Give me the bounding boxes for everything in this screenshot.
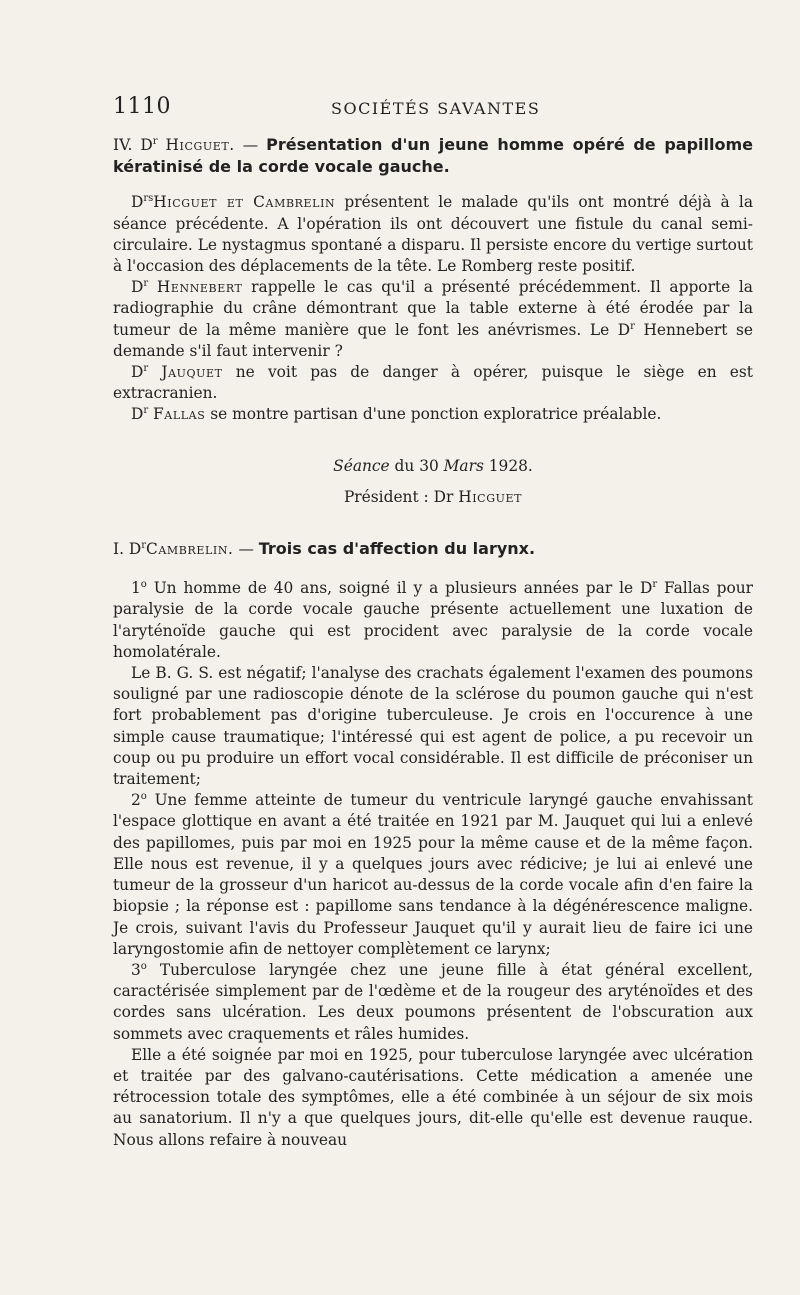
- section-title: Présentation d'un jeune homme opéré de papillome kératinisé de la corde vocale gauche.: [113, 135, 753, 177]
- seance-label: Séance: [333, 456, 390, 475]
- paragraph-text: Un homme de 40 ans, soigné il y a plusieurs années par le D: [146, 579, 653, 598]
- paragraph: [113, 362, 753, 404]
- seance-month: Mars: [443, 456, 484, 475]
- paragraph-text: Hennebert se demande s'il faut intervenir ?: [113, 320, 753, 360]
- dash: —: [234, 136, 267, 154]
- page-header: [113, 94, 753, 124]
- text-fragment: D: [131, 405, 144, 424]
- section-title: Trois cas d'affection du larynx.: [258, 539, 536, 559]
- seance-year: 1928.: [483, 456, 533, 475]
- seance-date: [113, 456, 753, 477]
- paragraph-text: Elle a été soignée par moi en 1925, pour tuberculose laryngée avec ulcération et traitée par des galvano-cautérisations. Cette médication a amenée une rétrocession totale des symptômes, elle a été combinée à un séjour de six mois au sanatorium. Il n'y a que quelques jours, dit-elle qu'elle est devenue rauque. Nous allons refaire à nouveau: [113, 1045, 753, 1149]
- section-heading-iv: [113, 134, 753, 178]
- running-head: SOCIÉTÉS SAVANTES: [331, 99, 541, 118]
- president-line: [113, 487, 753, 508]
- paragraph: [113, 277, 753, 362]
- paragraph-text: Fallas pour paralysie de la corde vocale gauche présente actuellement une luxation de l'aryténoïde gauche qui est procident avec paralysie de la corde vocale homolatérale.: [113, 579, 753, 661]
- author-name: Fallas: [153, 405, 206, 424]
- paragraph: [113, 404, 753, 425]
- superscript: r: [141, 539, 146, 551]
- page-number: 1110: [113, 94, 171, 119]
- paragraph-text: rappelle le cas qu'il a présenté précédemment. Il apporte la radiographie du crâne démontrant que la table externe à été érodée par la tumeur de la même manière que le font les anévrismes. Le D: [113, 278, 753, 339]
- superscript: r: [152, 135, 158, 147]
- case-number: 3: [131, 960, 141, 979]
- superscript: r: [143, 278, 149, 290]
- case-number: 2: [131, 791, 141, 810]
- paragraph: [113, 790, 753, 960]
- text-fragment: D: [131, 193, 144, 212]
- paragraph-text: Le B. G. S. est négatif; l'analyse des crachats également l'examen des poumons souligné par une radioscopie dénote de la sclérose du poumon gauche qui n'est fort probablement pas d'origine tuberculeuse. Je crois en l'occurence à une simple cause traumatique; l'intéressé qui est agent de police, a pu recevoir un coup ou pu produire un effort vocal considérable. Il est difficile de préconiser un traitement;: [113, 664, 753, 789]
- text-fragment: D: [131, 278, 144, 297]
- case-number: 1: [131, 579, 141, 598]
- author-name: Jauquet: [161, 363, 223, 382]
- paragraph: [113, 960, 753, 1045]
- paragraph-text: se montre partisan d'une ponction exploratrice préalable.: [205, 405, 662, 424]
- superscript: o: [140, 579, 147, 591]
- paragraph: [113, 578, 753, 663]
- seance-du: du 30: [389, 456, 444, 475]
- section-numeral: I. D: [113, 540, 142, 559]
- superscript: r: [630, 320, 635, 332]
- text-fragment: D: [131, 363, 144, 382]
- section-heading-i: [113, 538, 753, 560]
- superscript: o: [140, 960, 147, 972]
- superscript: r: [143, 362, 149, 374]
- section-author: Cambrelin.: [146, 540, 234, 559]
- section-author: Hicguet.: [165, 136, 235, 154]
- paragraph-text: ne voit pas de danger à opérer, puisque le siège en est extracranien.: [113, 363, 753, 403]
- section-numeral: IV. D: [113, 136, 153, 154]
- superscript: r: [143, 405, 149, 417]
- paragraph: [113, 1045, 753, 1151]
- paragraph-text: présentent le malade qu'ils ont montré déjà à la séance précédente. A l'opération ils ont découvert une fistule du canal semi-circulaire. Le nystagmus spontané a disparu. Il persiste encore du vertige surtout à l'occasion des déplacements de la tête. Le Romberg reste positif.: [113, 193, 753, 276]
- paragraph-text: Une femme atteinte de tumeur du ventricule laryngé gauche envahissant l'espace glottique en avant a été traitée en 1921 par M. Jauquet qui lui a enlevé des papillomes, puis par moi en 1925 pour la même cause et de la même façon. Elle nous est revenue, il y a quelques jours avec rédicive; je lui ai enlevé une tumeur de la grosseur d'un haricot au-dessus de la corde vocale afin d'en faire la biopsie ; la réponse est : papillome sans tendance à la dégénérescence maligne. Je crois, suivant l'avis du Professeur Jauquet qu'il y aurait lieu de faire ici une laryngostomie afin de nettoyer complètement ce larynx;: [113, 791, 753, 958]
- paragraph-text: Tuberculose laryngée chez une jeune fille à état général excellent, caractérisée simplement par de l'œdème et de la rougeur des aryténoïdes et des cordes sans ulcération. Les deux poumons présentent de l'obscuration aux sommets avec craquements et râles humides.: [113, 960, 753, 1043]
- author-name: Hennebert: [156, 278, 243, 297]
- president-label: Président : Dr: [343, 487, 459, 506]
- dash: —: [233, 540, 259, 559]
- president-name: Hicguet: [458, 487, 523, 506]
- author-names: Hicguet et Cambrelin: [153, 193, 336, 212]
- paragraph: [113, 192, 753, 277]
- superscript: rs: [143, 193, 154, 205]
- article-body: [113, 134, 753, 1151]
- superscript: o: [140, 791, 147, 803]
- paragraph: [113, 663, 753, 790]
- superscript: r: [652, 579, 658, 591]
